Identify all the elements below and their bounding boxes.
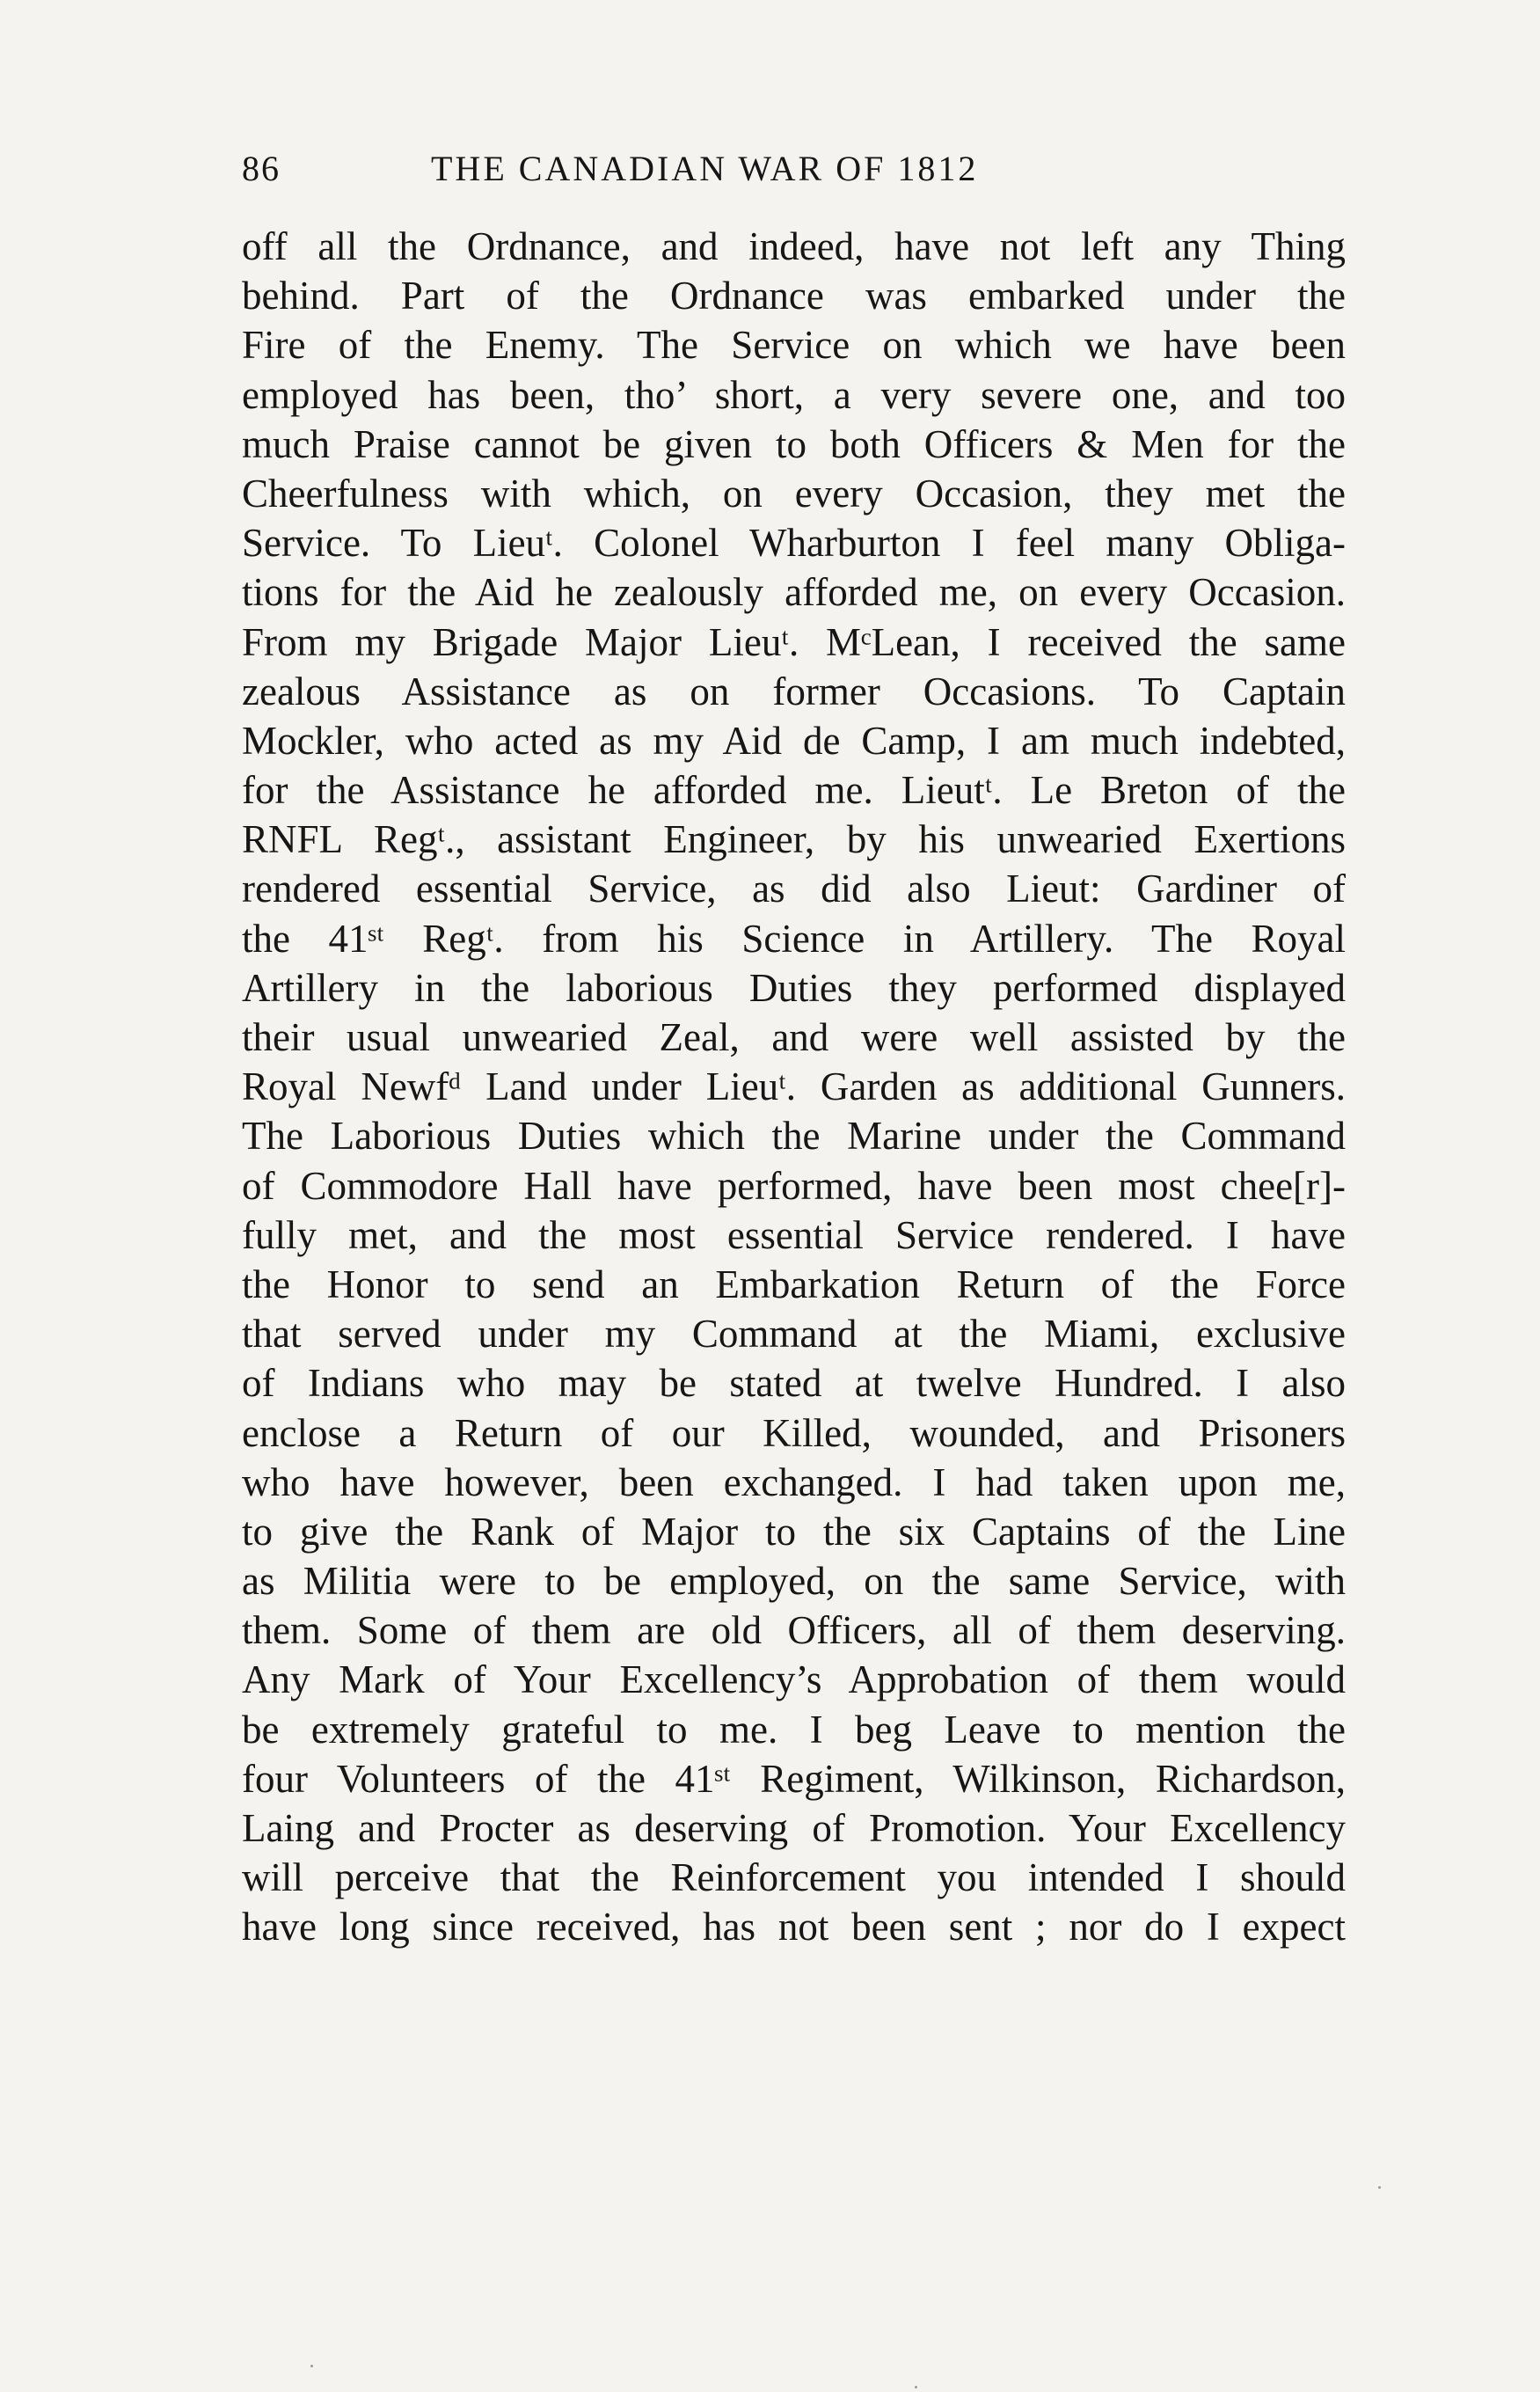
text-line: The Laborious Duties which the Marine under the Command — [242, 1114, 1346, 1159]
scan-speck — [1378, 2186, 1381, 2189]
text-line: tions for the Aid he zealously afforded me, on every Occasion. — [242, 570, 1346, 615]
text-line: rendered essential Service, as did also Lieut: Gardiner of — [242, 867, 1346, 911]
text-line: their usual unwearied Zeal, and were well assisted by the — [242, 1015, 1346, 1059]
text-line: Service. To Lieuᵗ. Colonel Wharburton I feel many Obliga- — [242, 521, 1346, 566]
text-line: four Volunteers of the 41ˢᵗ Regiment, Wilkinson, Richardson, — [242, 1756, 1346, 1801]
text-line: Royal Newfᵈ Land under Lieuᵗ. Garden as additional Gunners. — [242, 1064, 1346, 1109]
text-line: Mockler, who acted as my Aid de Camp, I am much indebted, — [242, 718, 1346, 763]
text-line: as Militia were to be employed, on the same Service, with — [242, 1559, 1346, 1604]
text-line: be extremely grateful to me. I beg Leave to mention the — [242, 1707, 1346, 1752]
text-line: off all the Ordnance, and indeed, have not left any Thing — [242, 224, 1346, 268]
text-line: that served under my Command at the Miami, exclusive — [242, 1312, 1346, 1357]
text-line: enclose a Return of our Killed, wounded, and Prisoners — [242, 1410, 1346, 1455]
running-title: THE CANADIAN WAR OF 1812 — [431, 149, 979, 188]
page-number: 86 — [242, 149, 281, 188]
text-line: have long since received, has not been sent ; nor do I expect — [242, 1905, 1346, 1949]
text-line: the Honor to send an Embarkation Return of the Force — [242, 1262, 1346, 1306]
text-line: From my Brigade Major Lieuᵗ. MᶜLean, I received the same — [242, 619, 1346, 664]
text-line: the 41ˢᵗ Regᵗ. from his Science in Artillery. The Royal — [242, 916, 1346, 961]
text-line: to give the Rank of Major to the six Captains of the Line — [242, 1509, 1346, 1554]
text-line: behind. Part of the Ordnance was embarked under the — [242, 274, 1346, 318]
running-header — [242, 141, 1346, 194]
text-line: Laing and Procter as deserving of Promotion. Your Excellency — [242, 1806, 1346, 1850]
text-line: zealous Assistance as on former Occasions. To Captain — [242, 669, 1346, 713]
text-line: RNFL Regᵗ., assistant Engineer, by his unwearied Exertions — [242, 817, 1346, 862]
text-line: for the Assistance he afforded me. Lieutᵗ. Le Breton of the — [242, 768, 1346, 813]
text-line: Cheerfulness with which, on every Occasion, they met the — [242, 471, 1346, 516]
body-text — [242, 222, 1346, 1952]
text-line: Any Mark of Your Excellency’s Approbation of them would — [242, 1657, 1346, 1702]
scan-speck — [310, 2365, 313, 2367]
scan-speck — [915, 2386, 917, 2388]
text-line: much Praise cannot be given to both Officers & Men for the — [242, 421, 1346, 466]
text-line: employed has been, tho’ short, a very severe one, and too — [242, 372, 1346, 417]
text-line: Artillery in the laborious Duties they performed displayed — [242, 965, 1346, 1010]
text-line: will perceive that the Reinforcement you intended I should — [242, 1855, 1346, 1900]
text-line: them. Some of them are old Officers, all of them deserving. — [242, 1608, 1346, 1653]
text-line: of Commodore Hall have performed, have been most chee[r]- — [242, 1163, 1346, 1208]
text-line: of Indians who may be stated at twelve Hundred. I also — [242, 1361, 1346, 1406]
text-line: Fire of the Enemy. The Service on which we have been — [242, 323, 1346, 368]
text-line: fully met, and the most essential Service rendered. I have — [242, 1212, 1346, 1257]
text-line: who have however, been exchanged. I had taken upon me, — [242, 1459, 1346, 1504]
